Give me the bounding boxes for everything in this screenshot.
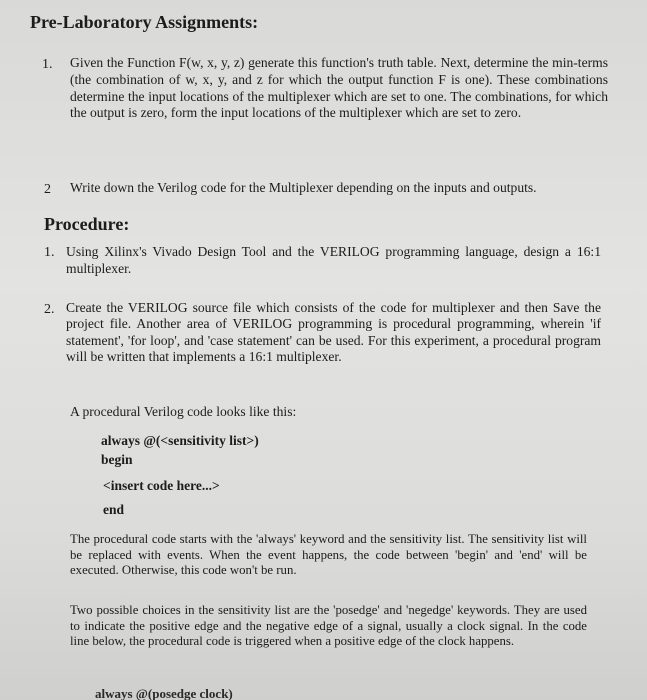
pre-lab-item-1-number: 1.	[42, 57, 53, 72]
pre-lab-item-2-number: 2	[44, 182, 51, 197]
code-intro: A procedural Verilog code looks like this:	[70, 404, 297, 419]
pre-lab-item-2-text: Write down the Verilog code for the Multiplexer depending on the inputs and outputs.	[70, 180, 537, 195]
procedure-item-2-text: Create the VERILOG source file which consists of the code for multiplexer and then Save the project file. Another area of VERILOG programming is procedural programming, wherein 'if statement', 'for loop', and 'case statement' can be used. For this experiment, a procedural program will be written that implements a 16:1 multiplexer.	[66, 300, 601, 364]
paragraph-always: The procedural code starts with the 'always' keyword and the sensitivity list. The sensitivity list will be replaced with events. When the event happens, the code between 'begin' and 'end' will be executed. Otherwise, this code won't be run.	[70, 532, 587, 577]
pre-lab-item-1-text: Given the Function F(w, x, y, z) generate this function's truth table. Next, determine the min-terms (the combination of w, x, y, and z for which the output function F is one). These combinations determine the input locations of the multiplexer which are set to one. The combinations, for which the output is zero, form the input locations of the multiplexer which are set to zero.	[70, 55, 608, 121]
pre-lab-heading: Pre-Laboratory Assignments:	[30, 12, 259, 32]
procedure-heading: Procedure:	[44, 214, 130, 234]
procedure-item-2-number: 2.	[44, 302, 55, 317]
code-line-cut-off: always @(posedge clock)	[95, 686, 233, 700]
paragraph-edges: Two possible choices in the sensitivity list are the 'posedge' and 'negedge' keywords. They are used to indicate the positive edge and the negative edge of a signal, usually a clock signal. In the code line below, the procedural code is triggered when a positive edge of the clock happens.	[70, 603, 587, 648]
code-line-insert: <insert code here...>	[103, 478, 220, 493]
code-line-begin: begin	[101, 452, 133, 467]
code-line-end: end	[103, 502, 125, 517]
code-line-always: always @(<sensitivity list>)	[101, 433, 259, 448]
procedure-item-1-number: 1.	[44, 245, 55, 260]
procedure-item-1-text: Using Xilinx's Vivado Design Tool and the VERILOG programming language, design a 16:1 multiplexer.	[66, 244, 601, 276]
